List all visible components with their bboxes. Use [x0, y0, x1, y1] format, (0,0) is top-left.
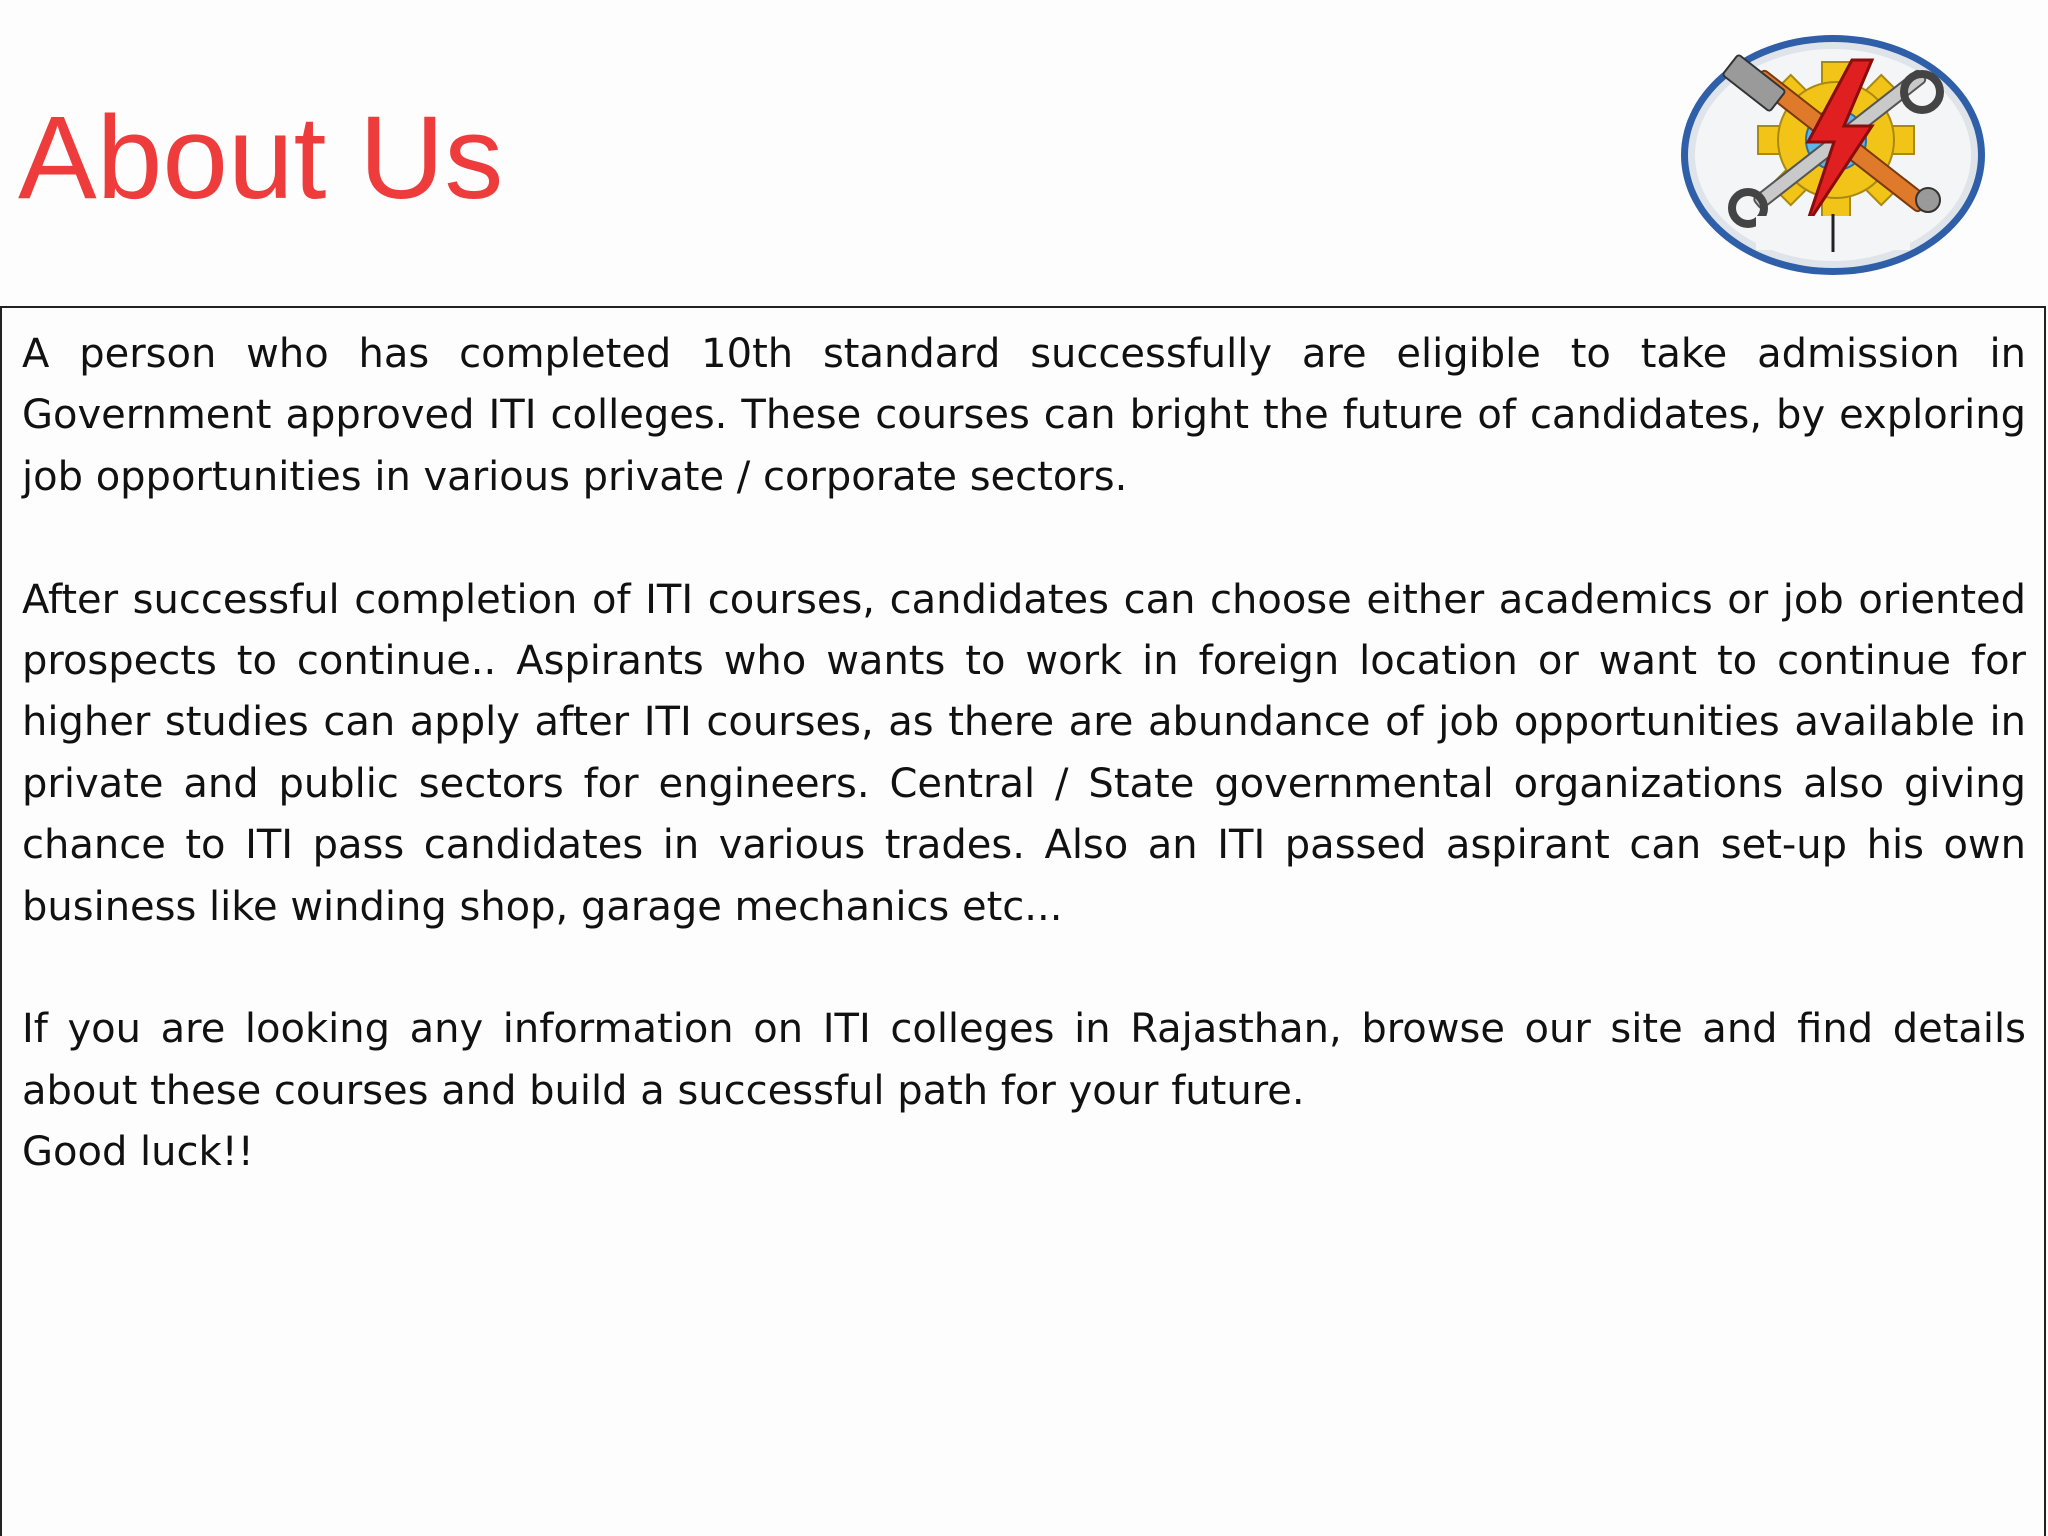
paragraph-eligibility: A person who has completed 10th standard successfully are eligible to take admission in Government approved ITI colleges. These courses can bright the future of candidates, by exploring job opportunities in various private / corporate sectors.: [22, 331, 2026, 500]
iti-emblem-icon: [1676, 30, 1990, 280]
paragraph-closing: Good luck!!: [22, 1129, 254, 1176]
content-box: [0, 306, 2046, 1536]
iti-emblem-logo: [1676, 30, 1990, 280]
paragraph-information: If you are looking any information on ITI colleges in Rajasthan, browse our site and find details about these courses and build a successful path for your future.: [22, 1006, 2026, 1114]
body-text: [22, 324, 2026, 1184]
paragraph-prospects: After successful completion of ITI courses, candidates can choose either academics or job oriented prospects to continue.. Aspirants who wants to work in foreign location or want to continue for higher studies can apply after ITI courses, as there are abundance of job opportunities available in private and public sectors for engineers. Central / State governmental organizations also giving chance to ITI pass candidates in various trades. Also an ITI passed aspirant can set-up his own business like winding shop, garage mechanics etc...: [22, 576, 2026, 930]
page-title: About Us: [18, 92, 504, 224]
